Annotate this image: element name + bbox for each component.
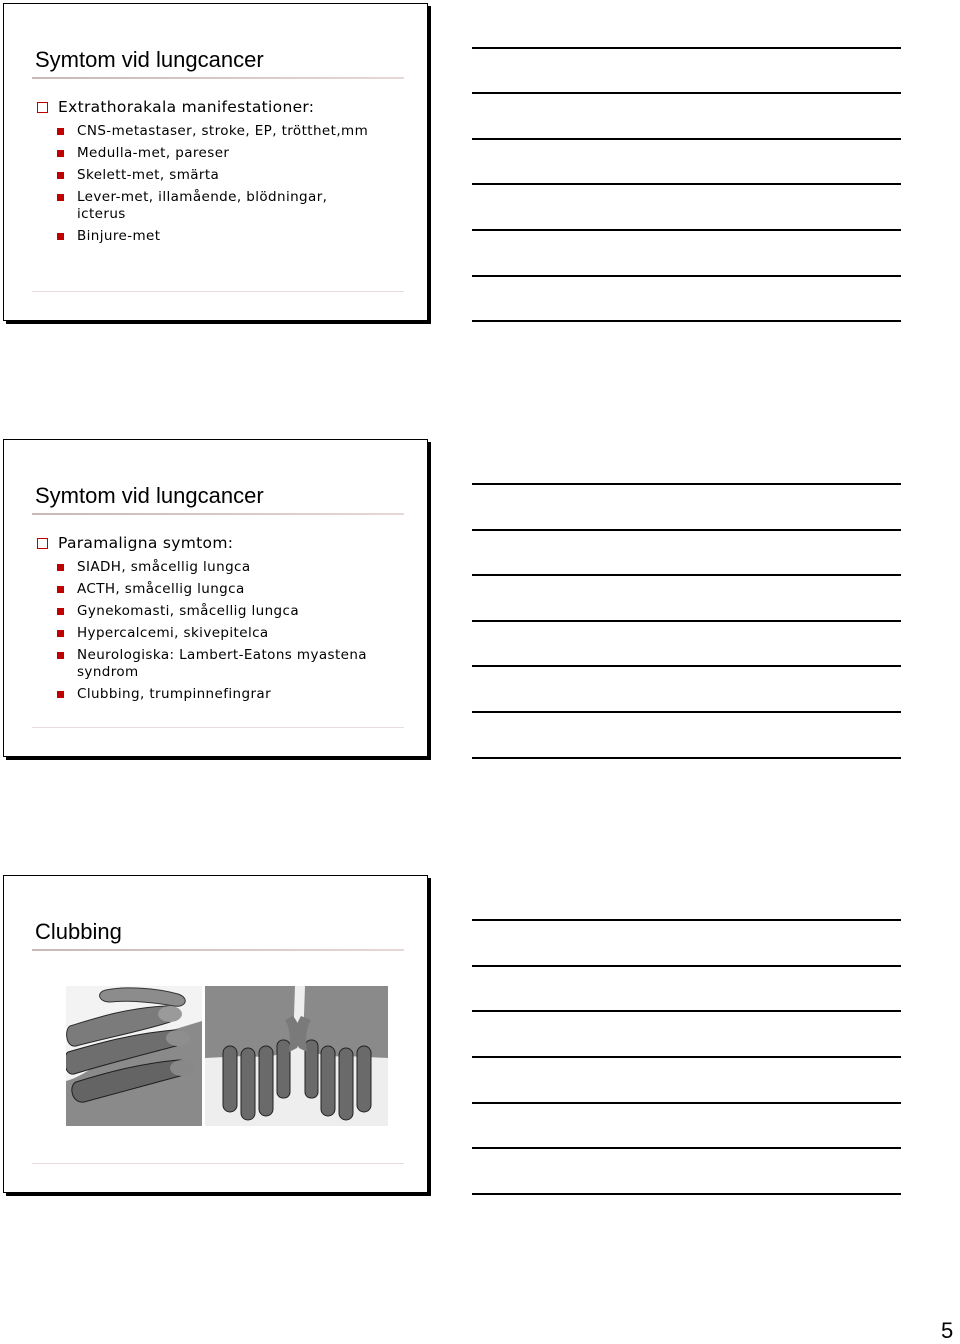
- list-item-text: Clubbing, trumpinnefingrar: [77, 686, 272, 702]
- note-line: [472, 1056, 901, 1058]
- note-line: [472, 711, 901, 713]
- list-item: [57, 189, 417, 224]
- title-divider: [32, 77, 404, 79]
- filled-square-bullet-icon: [57, 608, 64, 615]
- note-line: [472, 574, 901, 576]
- note-line: [472, 529, 901, 531]
- note-line: [472, 757, 901, 759]
- list-item: [57, 603, 417, 621]
- bullet-heading: [37, 96, 417, 118]
- slide-content: [37, 532, 417, 704]
- hollow-square-bullet-icon: [37, 102, 48, 113]
- filled-square-bullet-icon: [57, 150, 64, 157]
- note-line: [472, 229, 901, 231]
- list-item: [57, 647, 417, 682]
- note-line: [472, 47, 901, 49]
- slide-3: [3, 875, 428, 1193]
- slide-title: Symtom vid lungcancer: [35, 47, 264, 72]
- filled-square-bullet-icon: [57, 691, 64, 698]
- filled-square-bullet-icon: [57, 128, 64, 135]
- note-line: [472, 1193, 901, 1195]
- bottom-divider: [32, 1163, 404, 1164]
- bullet-heading-text: Paramaligna symtom:: [58, 534, 234, 552]
- list-item: [57, 581, 417, 599]
- note-line: [472, 275, 901, 277]
- note-line: [472, 620, 901, 622]
- note-line: [472, 92, 901, 94]
- bottom-divider: [32, 291, 404, 292]
- sub-bullet-list: [57, 559, 417, 704]
- list-item-text: ACTH, småcellig lungca: [77, 580, 245, 597]
- list-item-text: Lever-met, illamående, blödningar, icterus: [77, 188, 328, 222]
- sub-bullet-list: [57, 123, 417, 246]
- filled-square-bullet-icon: [57, 233, 64, 240]
- list-item: [57, 228, 417, 246]
- list-item: [57, 686, 417, 704]
- filled-square-bullet-icon: [57, 564, 64, 571]
- list-item-text: SIADH, småcellig lungca: [77, 558, 251, 575]
- note-line: [472, 965, 901, 967]
- list-item-text: CNS-metastaser, stroke, EP, trötthet,mm: [77, 122, 369, 139]
- list-item-text: Hypercalcemi, skivepitelca: [77, 624, 269, 641]
- note-line: [472, 1147, 901, 1149]
- clubbing-hand-side-photo: [66, 986, 202, 1126]
- list-item: [57, 167, 417, 185]
- note-line: [472, 320, 901, 322]
- filled-square-bullet-icon: [57, 630, 64, 637]
- list-item-text: Gynekomasti, småcellig lungca: [77, 602, 300, 619]
- filled-square-bullet-icon: [57, 586, 64, 593]
- note-line: [472, 183, 901, 185]
- list-item-text: Binjure-met: [77, 228, 161, 244]
- slide-title: Clubbing: [35, 919, 122, 944]
- list-item: [57, 123, 417, 141]
- note-line: [472, 138, 901, 140]
- slide-title: Symtom vid lungcancer: [35, 483, 264, 508]
- list-item-text: Neurologiska: Lambert-Eatons myastena syndrom: [77, 646, 367, 680]
- list-item: [57, 145, 417, 163]
- title-divider: [32, 513, 404, 515]
- list-item-text: Medulla-met, pareser: [77, 144, 230, 161]
- note-line: [472, 483, 901, 485]
- list-item-text: Skelett-met, smärta: [77, 166, 220, 183]
- list-item: [57, 625, 417, 643]
- hollow-square-bullet-icon: [37, 538, 48, 549]
- bullet-heading: [37, 532, 417, 554]
- note-line: [472, 1102, 901, 1104]
- note-line: [472, 919, 901, 921]
- filled-square-bullet-icon: [57, 172, 64, 179]
- note-line: [472, 665, 901, 667]
- page-number: 5: [941, 1318, 954, 1343]
- filled-square-bullet-icon: [57, 194, 64, 201]
- filled-square-bullet-icon: [57, 652, 64, 659]
- bottom-divider: [32, 727, 404, 728]
- slide-content: [37, 96, 417, 246]
- note-line: [472, 1010, 901, 1012]
- title-divider: [32, 949, 404, 951]
- bullet-heading-text: Extrathorakala manifestationer:: [58, 98, 315, 116]
- clubbing-hands-top-photo: [205, 986, 388, 1126]
- slide-2: [3, 439, 428, 757]
- list-item: [57, 559, 417, 577]
- slide-1: [3, 3, 428, 321]
